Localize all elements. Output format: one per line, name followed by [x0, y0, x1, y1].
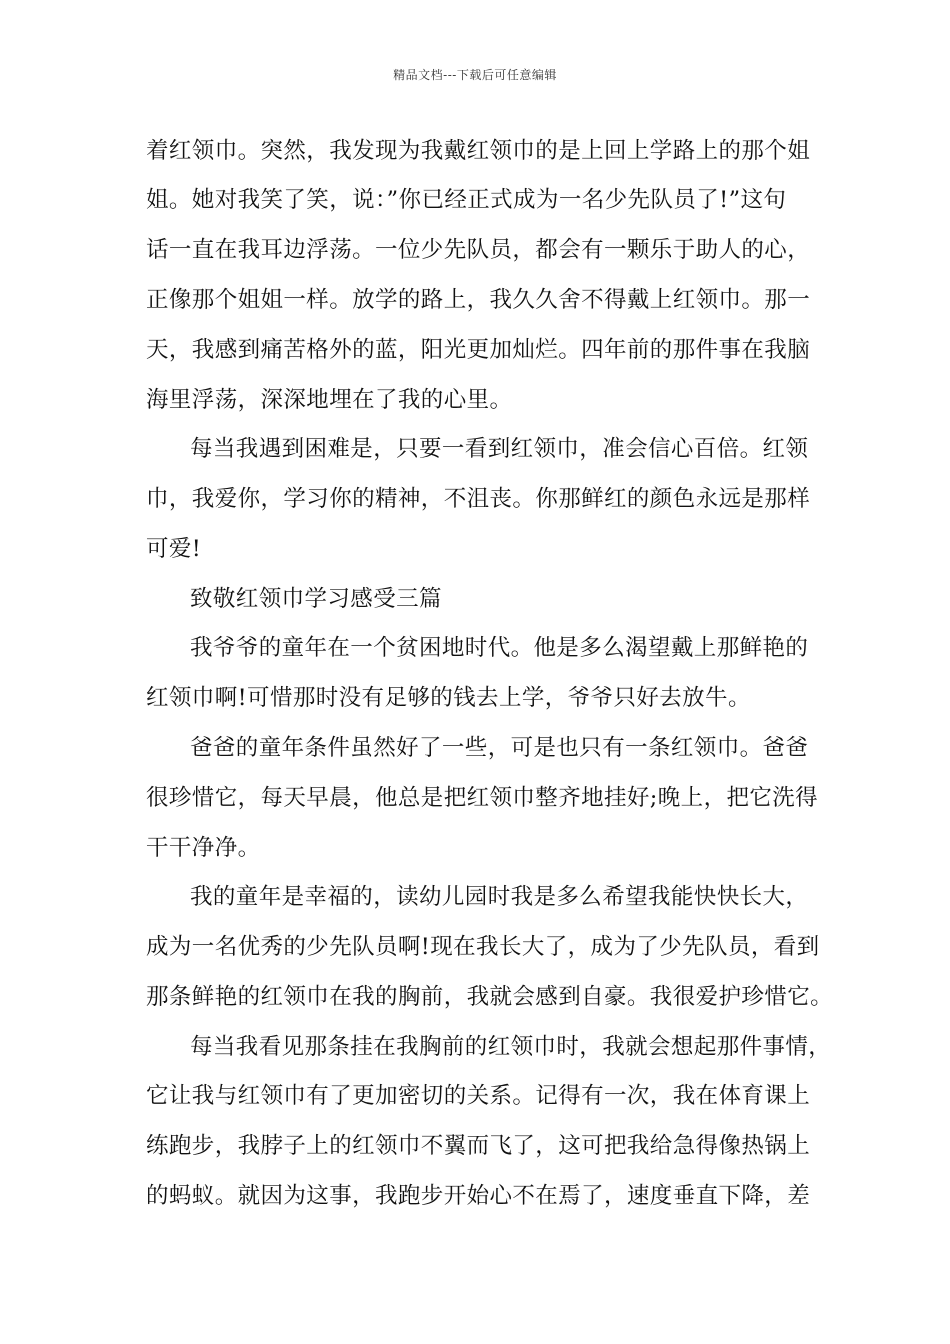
text-line: 天，我感到痛苦格外的蓝，阳光更加灿烂。四年前的那件事在我脑 — [146, 337, 811, 363]
paragraph-start-line: 我的童年是幸福的，读幼儿园时我是多么希望我能快快长大， — [190, 884, 809, 910]
text-line: 巾，我爱你，学习你的精神，不沮丧。你那鲜红的颜色永远是那样 — [146, 486, 811, 512]
text-line: 成为一名优秀的少先队员啊!现在我长大了，成为了少先队员，看到 — [146, 934, 820, 960]
text-line: 那条鲜艳的红领巾在我的胸前，我就会感到自豪。我很爱护珍惜它。 — [146, 984, 834, 1010]
text-line: 可爱! — [146, 536, 202, 562]
text-line: 很珍惜它，每天早晨，他总是把红领巾整齐地挂好;晚上，把它洗得 — [146, 785, 819, 811]
page-header: 精品文档---下载后可任意编辑 — [393, 68, 557, 82]
text-line: 的蚂蚁。就因为这事，我跑步开始心不在焉了，速度垂直下降，差 — [146, 1183, 811, 1209]
paragraph-start-line: 每当我遇到困难是，只要一看到红领巾，准会信心百倍。红领 — [190, 436, 809, 462]
paragraph-start-line: 我爷爷的童年在一个贫困地时代。他是多么渴望戴上那鲜艳的 — [190, 635, 809, 661]
text-line: 话一直在我耳边浮荡。一位少先队员，都会有一颗乐于助人的心， — [146, 237, 811, 263]
paragraph-start-line: 每当我看见那条挂在我胸前的红领巾时，我就会想起那件事情， — [190, 1034, 832, 1060]
text-line: 姐。她对我笑了笑，说：”你已经正式成为一名少先队员了!”这句 — [146, 187, 787, 213]
text-line: 红领巾啊!可惜那时没有足够的钱去上学，爷爷只好去放牛。 — [146, 685, 751, 711]
text-line: 正像那个姐姐一样。放学的路上，我久久舍不得戴上红领巾。那一 — [146, 287, 811, 313]
text-line: 干干净净。 — [146, 835, 261, 861]
text-line: 着红领巾。突然，我发现为我戴红领巾的是上回上学路上的那个姐 — [146, 138, 811, 164]
text-line: 海里浮荡，深深地埋在了我的心里。 — [146, 387, 513, 413]
text-line: 练跑步，我脖子上的红领巾不翼而飞了，这可把我给急得像热锅上 — [146, 1133, 811, 1159]
paragraph-start-line: 爸爸的童年条件虽然好了一些，可是也只有一条红领巾。爸爸 — [190, 735, 809, 761]
text-line: 它让我与红领巾有了更加密切的关系。记得有一次，我在体育课上 — [146, 1083, 811, 1109]
section-heading: 致敬红领巾学习感受三篇 — [190, 586, 442, 612]
